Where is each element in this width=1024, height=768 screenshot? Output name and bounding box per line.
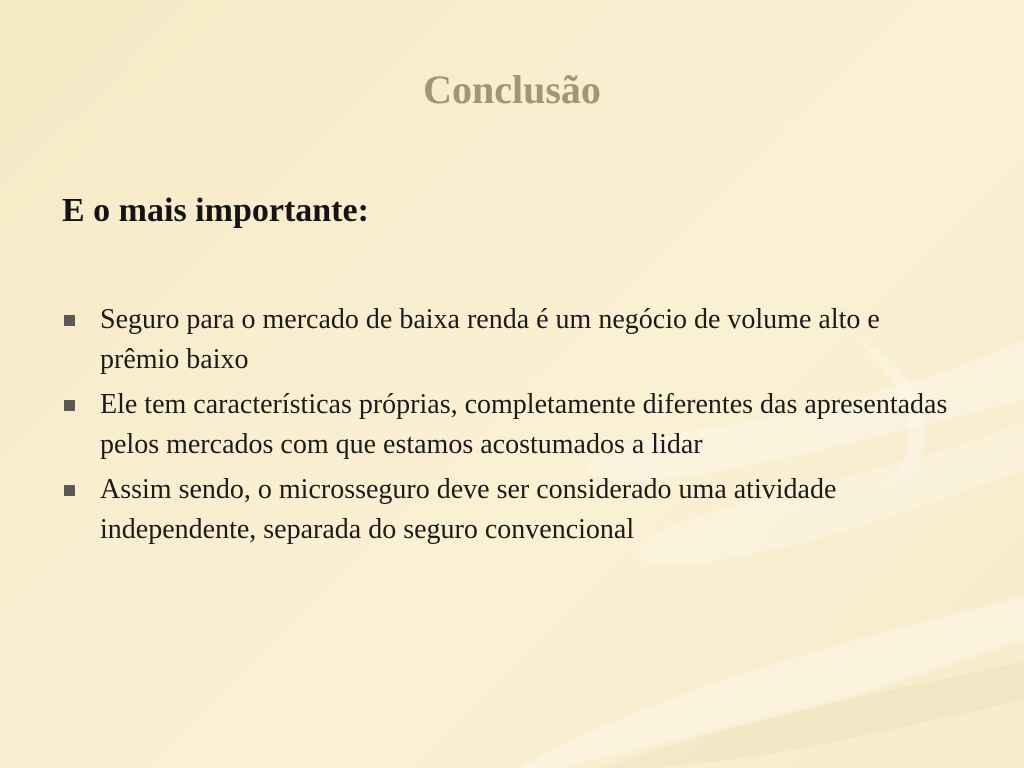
slide-title: Conclusão bbox=[423, 67, 601, 112]
bullet-item bbox=[62, 300, 962, 380]
slide-subtitle: E o mais importante: bbox=[62, 192, 369, 229]
bullet-item bbox=[62, 470, 962, 550]
bullet-text: Assim sendo, o microsseguro deve ser considerado uma atividade independente, separada do seguro convencional bbox=[100, 474, 837, 545]
bullet-list bbox=[62, 300, 962, 555]
bullet-text: Ele tem características próprias, completamente diferentes das apresentadas pelos mercados com que estamos acostumados a lidar bbox=[100, 389, 948, 460]
bullet-text: Seguro para o mercado de baixa renda é um negócio de volume alto e prêmio baixo bbox=[100, 304, 880, 375]
square-bullet-icon bbox=[64, 485, 75, 496]
bullet-item bbox=[62, 385, 962, 465]
square-bullet-icon bbox=[64, 400, 75, 411]
square-bullet-icon bbox=[64, 315, 75, 326]
